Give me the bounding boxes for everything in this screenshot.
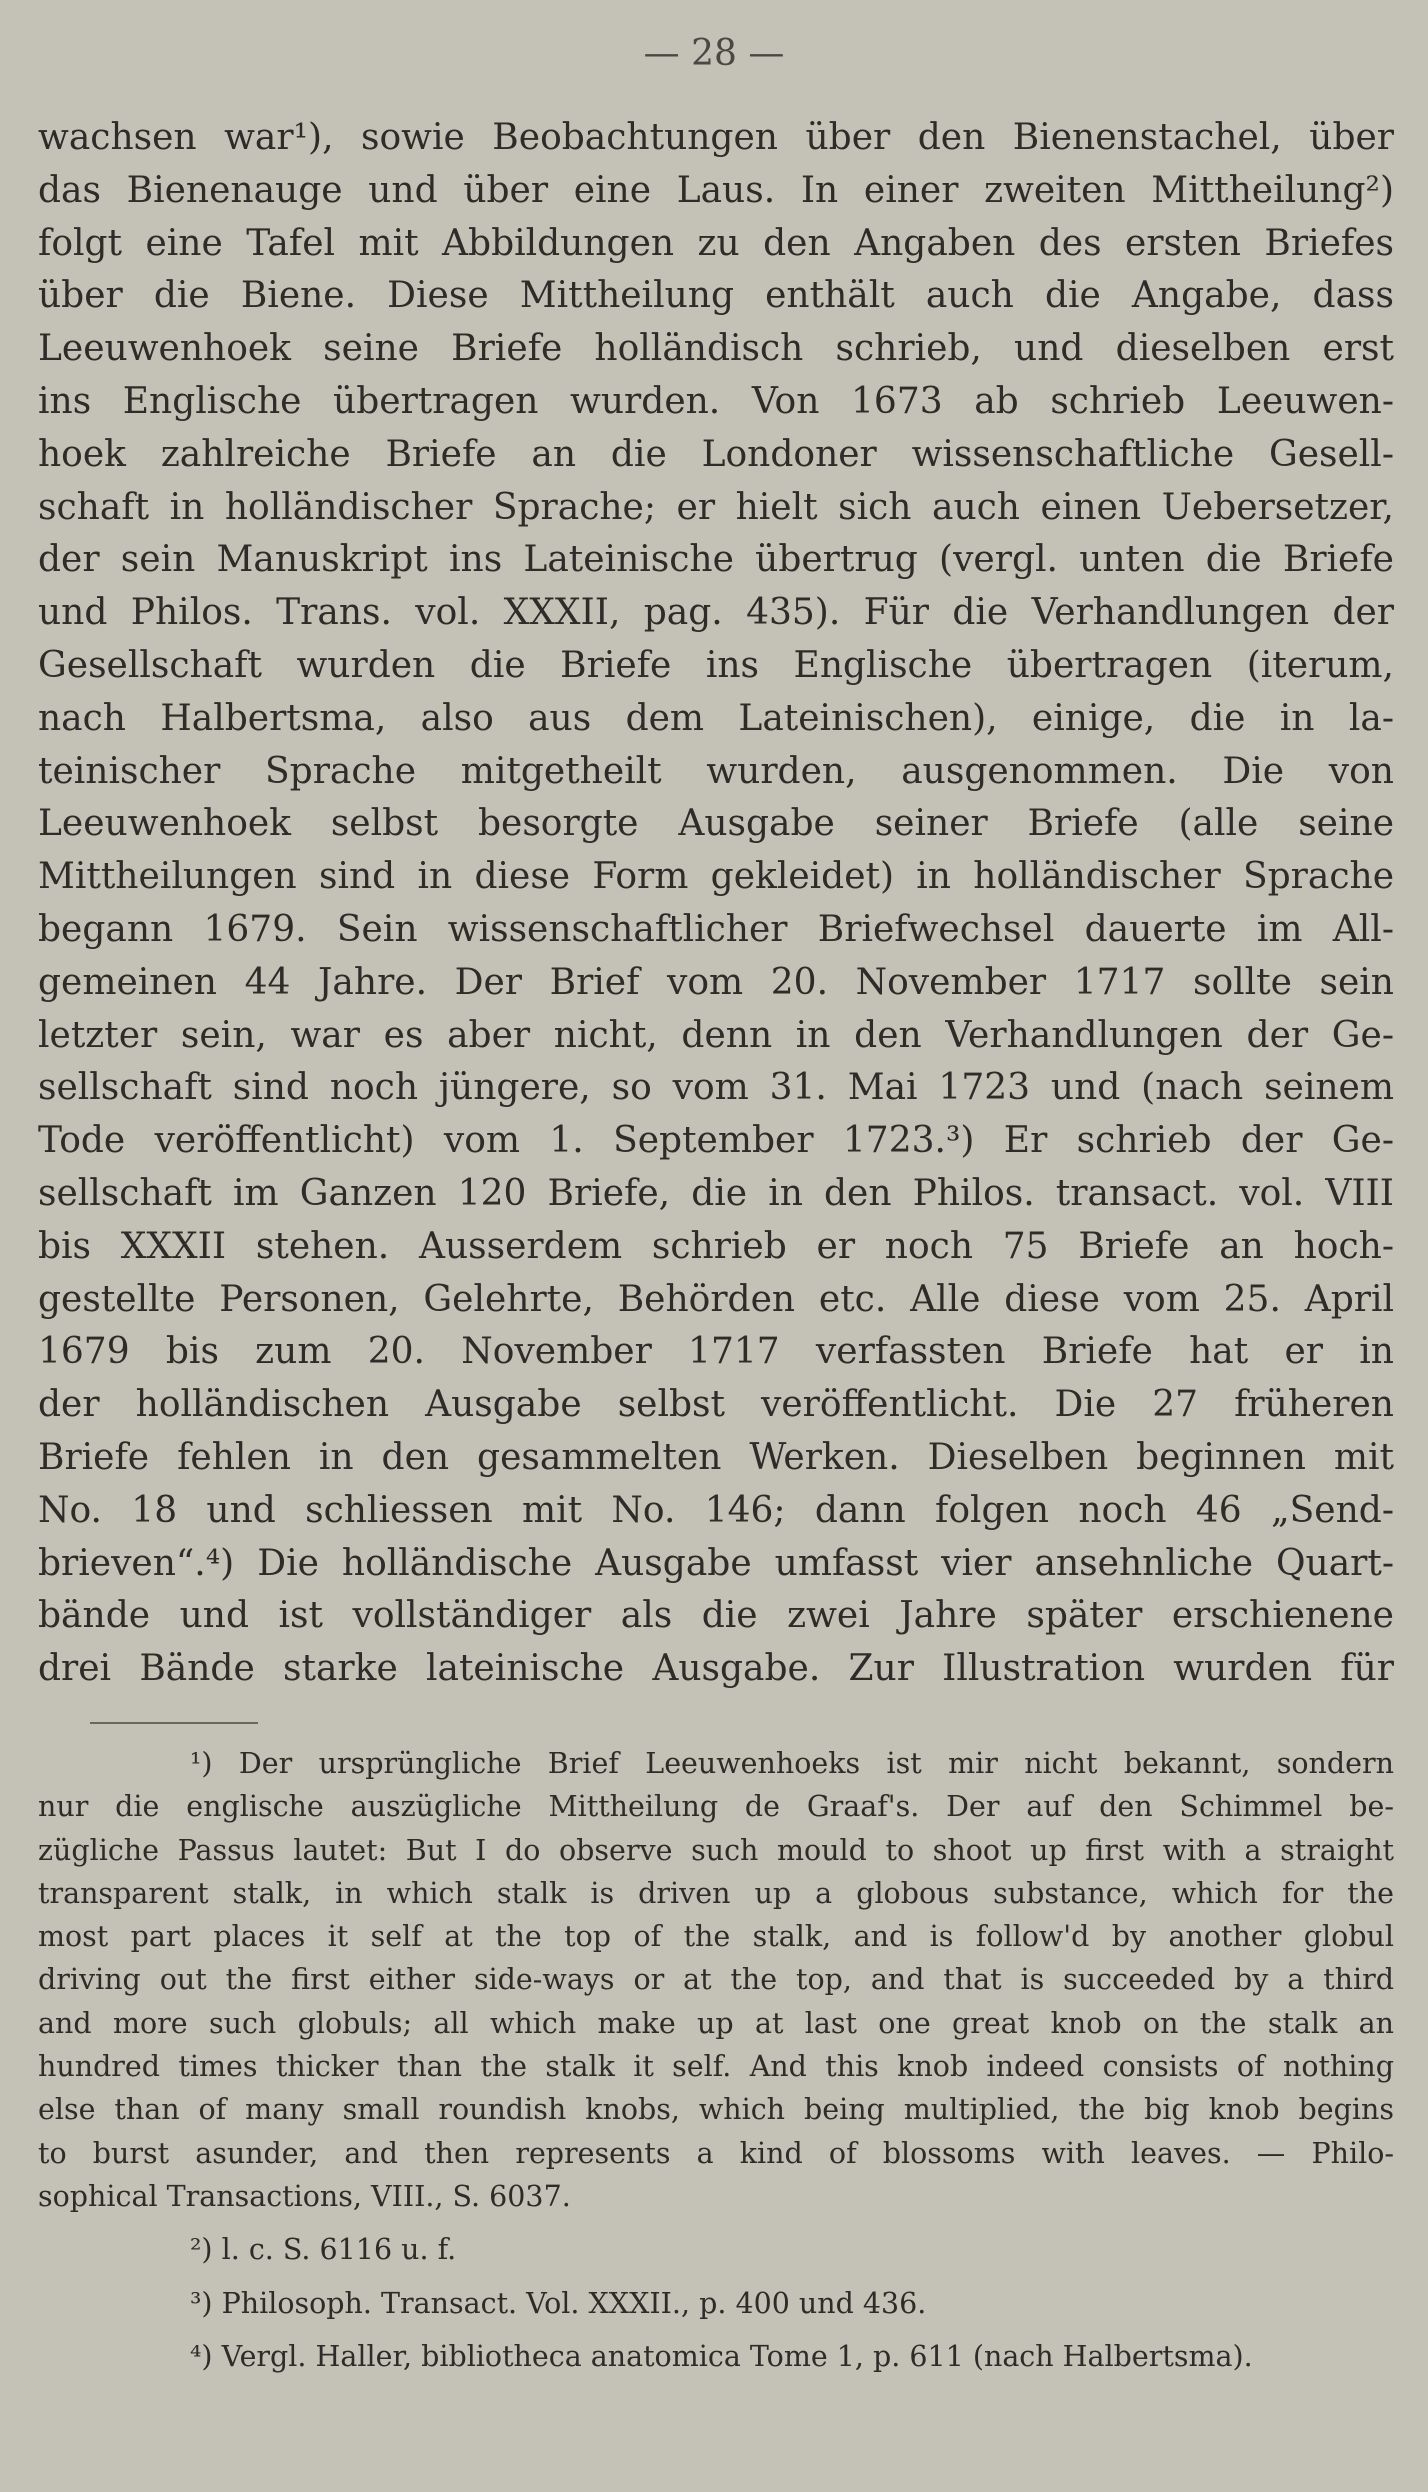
footnote-divider (90, 1722, 258, 1724)
footnote-line: hundred times thicker than the stalk it self. And this knob indeed consists of nothing (38, 2050, 1394, 2084)
text-line: bände und ist vollständiger als die zwei Jahre später erschienene (38, 1595, 1394, 1637)
footnote-line: nur die englische auszügliche Mittheilung de Graaf's. Der auf den Schimmel be- (38, 1790, 1394, 1824)
text-line: und Philos. Trans. vol. XXXII, pag. 435). Für die Verhandlungen der (38, 592, 1394, 634)
text-line: Leeuwenhoek seine Briefe holländisch schrieb, und dieselben erst (38, 328, 1394, 370)
text-line: No. 18 und schliessen mit No. 146; dann folgen noch 46 „Send- (38, 1489, 1394, 1531)
footnote-line: and more such globuls; all which make up at last one great knob on the stalk an (38, 2006, 1394, 2040)
text-line: wachsen war¹), sowie Beobachtungen über den Bienenstachel, über (38, 117, 1394, 158)
footnote-1 (38, 1742, 1394, 2218)
text-line: teinischer Sprache mitgetheilt wurden, ausgenommen. Die von (38, 750, 1394, 792)
text-line: der sein Manuskript ins Lateinische übertrug (vergl. unten die Briefe (38, 539, 1394, 581)
text-line: gestellte Personen, Gelehrte, Behörden etc. Alle diese vom 25. April (38, 1278, 1394, 1320)
text-line: Mittheilungen sind in diese Form gekleidet) in holländischer Sprache (38, 856, 1394, 898)
text-line: Leeuwenhoek selbst besorgte Ausgabe seiner Briefe (alle seine (38, 803, 1394, 845)
text-line: bis XXXII stehen. Ausserdem schrieb er noch 75 Briefe an hoch- (38, 1225, 1394, 1267)
footnote-line: most part places it self at the top of the stalk, and is follow'd by another globul (38, 1920, 1394, 1954)
text-line: sellschaft im Ganzen 120 Briefe, die in den Philos. transact. vol. VIII (38, 1172, 1394, 1214)
text-line: ins Englische übertragen wurden. Von 1673 ab schrieb Leeuwen- (38, 380, 1394, 422)
text-line: das Bienenauge und über eine Laus. In einer zweiten Mittheilung²) (38, 169, 1394, 211)
text-line: nach Halbertsma, also aus dem Lateinischen), einige, die in la- (38, 697, 1394, 739)
footnote-line: sophical Transactions, VIII., S. 6037. (38, 2179, 571, 2213)
text-line: letzter sein, war es aber nicht, denn in den Verhandlungen der Ge- (38, 1014, 1394, 1056)
text-line: schaft in holländischer Sprache; er hielt sich auch einen Uebersetzer, (38, 486, 1394, 528)
page-number: — 28 — (643, 33, 785, 74)
footnote-line: to burst asunder, and then represents a kind of blossoms with leaves. — Philo- (38, 2136, 1394, 2170)
footnote-line: zügliche Passus lautet: But I do observe such mould to shoot up first with a straight (38, 1833, 1394, 1867)
footnote-line: else than of many small roundish knobs, which being multiplied, the big knob begins (38, 2093, 1394, 2127)
text-line: 1679 bis zum 20. November 1717 verfassten Briefe hat er in (38, 1331, 1394, 1373)
text-line: folgt eine Tafel mit Abbildungen zu den Angaben des ersten Briefes (38, 222, 1394, 264)
text-line: gemeinen 44 Jahre. Der Brief vom 20. November 1717 sollte sein (38, 961, 1394, 1003)
text-line: drei Bände starke lateinische Ausgabe. Zur Illustration wurden für (38, 1648, 1394, 1690)
text-line: über die Biene. Diese Mittheilung enthält auch die Angabe, dass (38, 275, 1394, 317)
text-line: hoek zahlreiche Briefe an die Londoner wissenschaftliche Gesell- (38, 433, 1394, 475)
text-line: begann 1679. Sein wissenschaftlicher Briefwechsel dauerte im All- (38, 908, 1394, 950)
text-line: sellschaft sind noch jüngere, so vom 31. Mai 1723 und (nach seinem (38, 1067, 1394, 1109)
main-text (38, 112, 1394, 1696)
footnote-line: driving out the first either side-ways or at the top, and that is succeeded by a third (38, 1963, 1394, 1997)
text-line: Tode veröffentlicht) vom 1. September 1723.³) Er schrieb der Ge- (38, 1120, 1394, 1162)
footnote-2: ²) l. c. S. 6116 u. f. (190, 2233, 457, 2267)
text-line: Gesellschaft wurden die Briefe ins Englische übertragen (iterum, (38, 644, 1394, 686)
footnote-line: ¹) Der ursprüngliche Brief Leeuwenhoeks ist mir nicht bekannt, sondern (190, 1747, 1394, 1780)
text-line: brieven“.⁴) Die holländische Ausgabe umfasst vier ansehnliche Quart- (38, 1542, 1394, 1584)
footnotes (38, 1742, 1394, 2378)
footnote-line: transparent stalk, in which stalk is driven up a globous substance, which for the (38, 1876, 1394, 1910)
text-line: Briefe fehlen in den gesammelten Werken. Dieselben beginnen mit (38, 1436, 1394, 1478)
footnote-3: ³) Philosoph. Transact. Vol. XXXII., p. 400 und 436. (190, 2286, 927, 2320)
text-line: der holländischen Ausgabe selbst veröffentlicht. Die 27 früheren (38, 1384, 1394, 1426)
footnote-4: ⁴) Vergl. Haller, bibliotheca anatomica Tome 1, p. 611 (nach Halbertsma). (190, 2339, 1253, 2373)
